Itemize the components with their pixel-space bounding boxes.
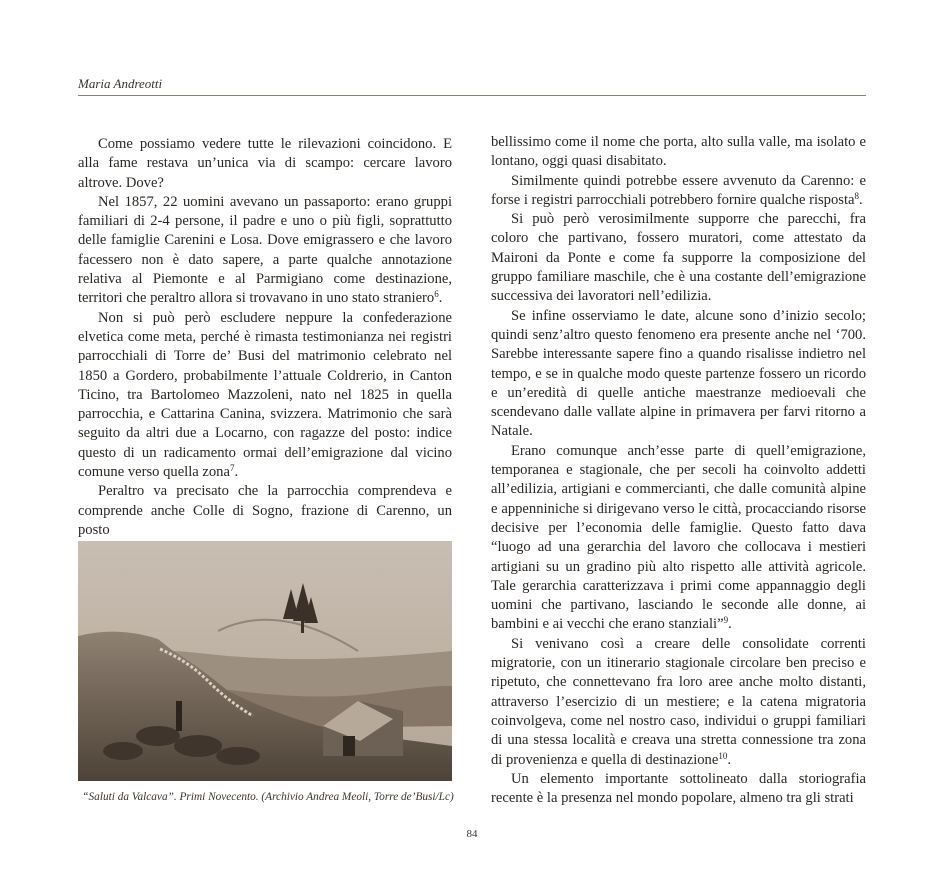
paragraph-text: Si può però verosimilmente supporre che parecchi, fra coloro che partivano, fossero muratori, come attestato da Maironi da Ponte e come fa supporre la composizione del gruppo familiare maschile, che è una costante dell’emigrazione successiva dei lavoratori nell’edilizia. [491,211,866,305]
historical-photo-mountain-pasture [78,541,452,781]
paragraph [491,307,866,442]
page-number: 84 [466,828,478,840]
paragraph-text: Similmente quindi potrebbe essere avvenuto da Carenno: e forse i registri parrocchiali potrebbero fornire qualche risposta [491,172,866,208]
paragraph-text: Peraltro va precisato che la parrocchia comprendeva e comprende anche Colle di Sogno, frazione di Carenno, un posto [78,483,452,538]
paragraph [491,210,866,306]
paragraph-text: Se infine osserviamo le date, alcune sono d’inizio secolo; quindi senz’altro questo fenomeno era presente anche nel ‘700. Sarebbe interessante sapere fino a quando risalisse indietro nel tempo, e se in qualche modo queste partenze fossero un ricordo e un’eredità di quelle antiche maestranze medioevali che scendevano dalle vallate alpine in primavera per farvi ritorno a Natale. [491,307,866,440]
footnote-ref: 9 [723,615,729,626]
footnote-ref: 8 [854,190,859,201]
footnote-ref: 10 [718,750,728,761]
paragraph: Similmente quindi potrebbe essere avvenuto da Carenno: e forse i registri parrocchiali potrebbero fornire qualche risposta$^8$. [491,172,866,208]
paragraph: Erano comunque anch’esse parte di quell’emigrazione, temporanea e stagionale, che per secoli ha coinvolto addetti all’edilizia, artigiani e commercianti, che dalle comunità alpine e appenniniche si dirigevano verso le città, procacciando risorse decisive per l’economia delle famiglie. Questo fatto dava “luogo ad una gerarchia del lavoro che collocava i mestieri artigiani su un gradino più alto rispetto alle attività agricole. Tale gerarchia caratterizzava i primi come appannaggio degli uomini che partivano, lasciando le seconde alle donne, ai bambini e ai vecchi che erano stanziali”$^9$. [491,442,866,633]
paragraph [78,135,452,193]
footnote-ref: 7 [229,463,235,474]
paragraph-text: Erano comunque anch’esse parte di quell’emigrazione, temporanea e stagionale, che per secoli ha coinvolto addetti all’edilizia, artigiani e commercianti, che dalle comunità alpine e appenniniche si dirigevano verso le città, procacciando risorse decisive per l’economia delle famiglie. Questo fatto dava “luogo ad una gerarchia del lavoro che collocava i mestieri artigiani su un gradino più alto rispetto alle attività agricole. Tale gerarchia caratterizzava i primi come appannaggio degli uomini che partivano, lasciando le seconde alle donne, ai bambini e ai vecchi che erano stanziali” [491,442,866,633]
paragraph: Si venivano così a creare delle consolidate correnti migratorie, con un itinerario stagionale circolare ben preciso e ripetuto, che connettevano fra loro aree anche molto distanti, attraverso l’esercizio di un mestiere; e la catena migratoria coinvolgeva, come nel nostro caso, individui o gruppi familiari di una stessa località e creava una stretta connessione tra zona di provenienza e quella di destinazione$^{10}$. [491,635,866,768]
paragraph-text: Come possiamo vedere tutte le rilevazioni coincidono. E alla fame restava un’unica via di scampo: cercare lavoro altrove. Dove? [78,136,452,191]
paragraph-text: bellissimo come il nome che porta, alto sulla valle, ma isolato e lontano, oggi quasi disabitato. [491,134,866,170]
running-head-author: Maria Andreotti [78,76,163,91]
paragraph-text: Non si può però escludere neppure la confederazione elvetica come meta, perché è rimasta testimonianza nei registri parrocchiali di Torre de’ Busi del matrimonio celebrato nel 1850 a Gordero, probabilmente l’attuale Coldrerio, in Canton Ticino, tra Bartolomeo Mazzoleni, nato nel 1825 in quella parrocchia, e Cattarina Canina, svizzera. Matrimonio che sarà seguito da altri due a Locarno, con ragazze del posto: indice questo di un radicamento ormai dell’emigrazione dal vicino comune verso quella zona [78,309,452,481]
paragraph-text: Un elemento importante sottolineato dalla storiografia recente è la presenza nel mondo popolare, almeno tra gli strati [491,770,866,807]
paragraph-text: Nel 1857, 22 uomini avevano un passaporto: erano gruppi familiari di 2-4 persone, il padre e uno o più figli, soprattutto delle famiglie Carenini e Losa. Dove emigrassero e che lavoro facessero non è dato sapere, a parte qualche annotazione relativa al Piemonte e al Parmigiano come destinazione, territori che peraltro allora si trovavano in uno stato straniero [78,193,452,307]
figure-caption: “Saluti da Valcava”. Primi Novecento. (Archivio Andrea Meoli, Torre de’Busi/Lc) [82,791,454,803]
paragraph-continued [491,133,866,172]
paragraph [78,482,452,540]
footnote-ref: 6 [434,289,439,300]
left-text-column [78,135,452,540]
paragraph: Nel 1857, 22 uomini avevano un passaporto: erano gruppi familiari di 2-4 persone, il padre e uno o più figli, soprattutto delle famiglie Carenini e Losa. Dove emigrassero e che lavoro facessero non è dato sapere, a parte qualche annotazione relativa al Piemonte e al Parmigiano come destinazione, territori che peraltro allora si trovavano in uno stato straniero$^6$. [78,193,452,307]
header-rule [78,95,866,96]
paragraph: Non si può però escludere neppure la confederazione elvetica come meta, perché è rimasta testimonianza nei registri parrocchiali di Torre de’ Busi del matrimonio celebrato nel 1850 a Gordero, probabilmente l’attuale Coldrerio, in Canton Ticino, tra Bartolomeo Mazzoleni, nato nel 1825 in quella parrocchia, e Cattarina Canina, svizzera. Matrimonio che sarà seguito da altri due a Locarno, con ragazze del posto: indice questo di un radicamento ormai dell’emigrazione dal vicino comune verso quella zona$^7$. [78,309,452,481]
photo-illustration [78,541,452,781]
paragraph [491,770,866,809]
right-text-column [491,133,866,808]
paragraph-text: Si venivano così a creare delle consolidate correnti migratorie, con un itinerario stagionale circolare ben preciso e ripetuto, che connettevano fra loro aree anche molto distanti, attraverso l’esercizio di un mestiere; e la catena migratoria coinvolgeva, come nel nostro caso, individui o gruppi familiari di una stessa località e creava una stretta connessione tra zona di provenienza e quella di destinazione [491,635,866,768]
